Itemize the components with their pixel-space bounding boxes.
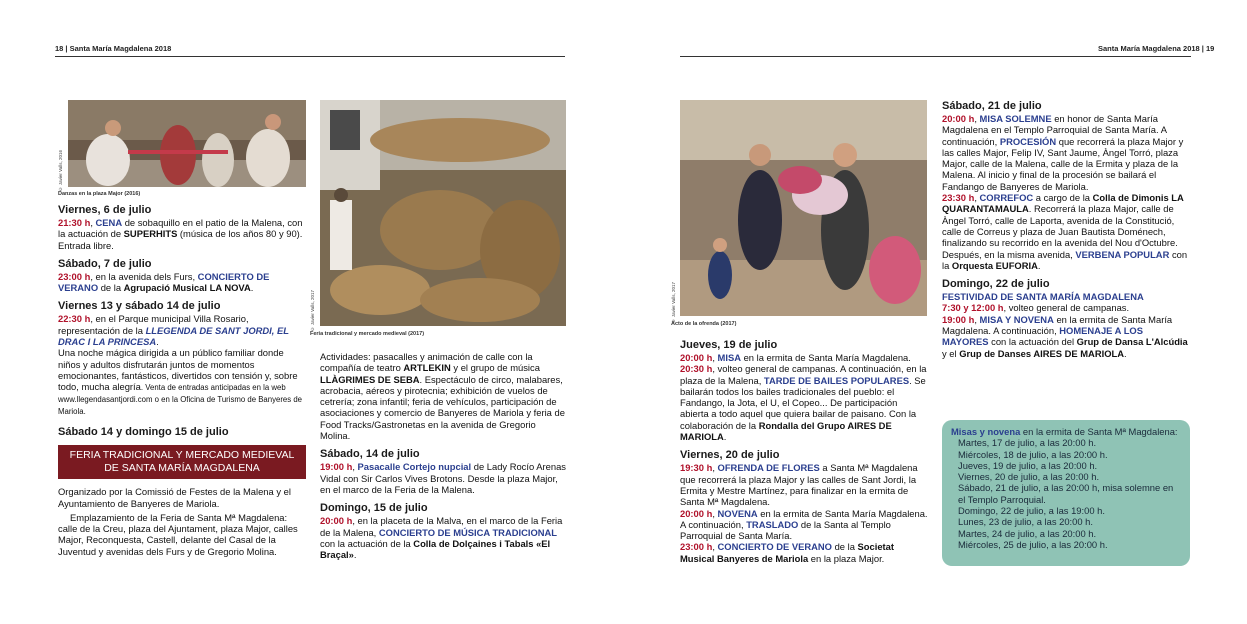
event-time: 19:30 h [680,462,713,474]
event-paragraph: 7:30 y 12:00 h, volteo general de campanas. [942,302,1130,314]
mass-item: Miércoles, 18 de julio, a las 20:00 h. [958,448,1108,460]
event-title: MISA Y NOVENA [979,313,1054,325]
event-title: MISA [717,352,741,363]
day-heading: Sábado, 14 de julio [320,448,420,461]
mass-item: Viernes, 20 de julio, a las 20:00 h. [958,471,1100,483]
event-paragraph: 23:30 h, CORREFOC a cargo de la Colla de Dimonis LA QUARANTAMAULA. Recorrerá la plaza Major, calle de Àngel Torró, calle de Laporta, avenida de la Constitució, calle de Correus y plaza de Juan Bautista Doménech, finalizando su recorrido en la avenida del Nou d'Octubre. Después, en la misma avenida, VERBENA POPULAR con la Orquesta EUFORIA. [942,192,1188,271]
event-title: CONCIERTO DE VERANO [717,541,832,553]
masses-box [942,420,1190,566]
event-title: LLEGENDA DE SANT JORDI, EL DRAC I LA PRINCESA [58,324,289,348]
event-paragraph: 19:00 h, Pasacalle Cortejo nupcial de Lady Rocío Arenas Vidal con Sir Carlos Vives Brotons. Desde la plaza Major, en el marco de la Feria de la Malena. [320,461,566,495]
event-time: 20:30 h [680,363,713,375]
right-header-rule [680,56,1191,57]
location-text: Emplazamiento de la Feria de Santa Mª Magdalena: calle de la Creu, plaza del Ajuntament, plaza Major, calles Major, Reconquesta, Castell, delante del Casal de la Juventud y avenidas dels Furs y de Gregorio Molina. [58,511,298,557]
right-column-1 [680,339,928,564]
festivity-title: FESTIVIDAD DE SANTA MARÍA MAGDALENA [942,291,1144,303]
right-page-header: Santa María Magdalena 2018 | 19 [1098,44,1215,53]
fair-banner: FERIA TRADICIONAL Y MERCADO MEDIEVAL DE SANTA MARÍA MAGDALENA [58,445,306,479]
mass-item: Martes, 17 de julio, a las 20:00 h. [958,437,1097,449]
event-time: 20:00 h [680,352,713,363]
dance-photo-credit: © Javier Valls, 2016 [58,150,63,192]
market-photo-credit: © Javier Valls, 2017 [310,290,315,332]
masses-list [951,437,1181,550]
event-title: CENA [95,217,123,228]
event-time: 21:30 h [58,217,91,228]
day-heading: Domingo, 22 de julio [942,278,1050,291]
market-photo [320,100,566,326]
event-time: 19:00 h [942,313,975,325]
event-title: Pasacalle Cortejo nupcial [357,461,472,473]
mass-item: Miércoles, 25 de julio, a las 20:00 h. [958,538,1108,550]
event-paragraph: 22:30 h, en el Parque municipal Villa Rosario, representación de la LLEGENDA DE SANT JORDI, EL DRAC I LA PRINCESA. [58,313,289,348]
mass-item: Jueves, 19 de julio, a las 20:00 h. [958,459,1098,471]
left-column-2 [320,351,566,560]
day-heading: Sábado 14 y domingo 15 de julio [58,426,229,439]
band-name: Colla de Dolçaines i Tabals «El Braçal» [320,537,551,561]
day-heading: Viernes 13 y sábado 14 de julio [58,300,221,313]
event-paragraph: 20:00 h, NOVENA en la ermita de Santa María Magdalena. A continuación, TRASLADO de la Santa al Templo Parroquial de Santa María. [680,507,928,542]
event-time: 22:30 h [58,313,91,325]
offering-photo-caption: Acto de la ofrenda (2017) [671,321,737,327]
event-paragraph: 20:30 h, volteo general de campanas. A continuación, en la plaza de la Malena, TARDE DE BAILES POPULARES. Se bailarán todos los bailes tradicionales del pueblo: el Fandango, la Jota, el U, el Copeo... De participación abierta a todo aquel que quiera bailar de paisano. Con la colaboración de la Rondalla del Grupo AIRES DE MARIOLA. [680,363,927,443]
day-heading: Jueves, 19 de julio [680,339,778,351]
event-title: VERBENA POPULAR [1075,248,1170,260]
event-time: 7:30 y 12:00 h [942,302,1004,314]
band-name: Agrupació Musical LA NOVA [123,282,251,294]
event-paragraph: 20:00 h, MISA en la ermita de Santa María Magdalena. [680,352,911,363]
offering-photo-credit: © Javier Valls, 2017 [671,282,676,324]
band-name: Orquesta EUFORIA [951,259,1038,271]
event-paragraph: 20:00 h, en la placeta de la Malva, en el marco de la Feria de la Malena, CONCIERTO DE MÚSICA TRADICIONAL con la actuación de la Colla de Dolçaines i Tabals «El Braçal». [320,515,563,561]
mass-item: Lunes, 23 de julio, a las 20:00 h. [958,516,1093,528]
group-name: LLÀGRIMES DE SEBA [320,373,420,385]
band-name: Rondalla del Grupo AIRES DE MARIOLA [680,419,892,443]
event-title: CONCIERTO DE MÚSICA TRADICIONAL [378,526,558,538]
event-paragraph: 21:30 h, CENA de sobaquillo en el patio de la Malena, con la actuación de SUPERHITS (música de los años 80 y 90). Entrada libre. [58,217,303,251]
day-heading: Viernes, 6 de julio [58,204,152,216]
organizer-text: Organizado por la Comissió de Festes de la Malena y el Ayuntamiento de Banyeres de Mariola. [58,486,291,509]
masses-box-title: Misas y novena en la ermita de Santa Mª Magdalena: [951,426,1178,437]
band-name: Grup de Danses AIRES DE MARIOLA [959,347,1124,359]
event-title: TARDE DE BAILES POPULARES [763,374,910,386]
left-header-rule [55,56,565,57]
event-title: CONCIERTO DE VERANO [58,270,270,294]
day-heading: Sábado, 21 de julio [942,100,1042,112]
event-paragraph: 19:00 h, MISA Y NOVENA en la ermita de Santa María Magdalena. A continuación, HOMENAJE A LOS MAYORES con la actuación del Grup de Dansa L'Alcúdia y el Grup de Danses AIRES DE MARIOLA. [942,313,1188,359]
event-description: Una noche mágica dirigida a un público familiar donde niños y adultos disfrutarán juntos de momentos emocionantes, fantásticos, divertidos con tensión y, sobre todo, mucha alegría. Venta de entradas anticipadas en la web www.llegendasantjordi.com o en la Oficina de Turismo de Banyeres de Mariola. [58,347,302,417]
dance-photo-caption: Danzas en la plaza Major (2016) [58,191,141,197]
band-name: Grup de Dansa L'Alcúdia [1076,336,1188,348]
band-name: Colla de Dimonis LA QUARANTAMAULA [942,192,1184,215]
day-heading: Viernes, 20 de julio [680,449,780,462]
right-column-2 [942,100,1192,359]
event-title: PROCESIÓN [999,135,1057,147]
event-time: 20:00 h [680,507,713,519]
band-name: SUPERHITS [123,228,178,240]
left-column-1 [58,204,306,557]
event-paragraph: 23:00 h, CONCIERTO DE VERANO de la Societat Musical Banyeres de Mariola en la plaza Major. [680,541,894,564]
event-title: MISA SOLEMNE [979,113,1052,124]
event-time: 23:00 h [58,270,91,282]
mass-item: Martes, 24 de julio, a las 20:00 h. [958,527,1097,539]
event-title: OFRENDA DE FLORES [717,462,820,474]
event-title: TRASLADO [746,518,799,530]
band-name: Societat Musical Banyeres de Mariola [680,541,894,564]
event-paragraph: 20:00 h, MISA SOLEMNE en honor de Santa María Magdalena en el Templo Parroquial de Santa María. A continuación, PROCESIÓN que recorrerá la plaza Major y las calles Major, Felip IV, Sant Jaume, Àngel Torró, plaza Major, calle de la Malena, calle de la Ermita y plaza de la Malena. Al inicio y final de la procesión se bailará el Fandango de Banyeres de Mariola. [942,113,1184,192]
event-time: 20:00 h [942,113,975,124]
company-name: ARTLEKIN [403,362,451,374]
event-time: 19:00 h [320,461,353,473]
day-heading: Sábado, 7 de julio [58,257,152,270]
activities-paragraph: Actividades: pasacalles y animación de calle con la compañía de teatro ARTLEKIN y el grupo de música LLÀGRIMES DE SEBA. Espectáculo de circo, malabares, acrobacia, aéreos y pirotecnia; exhibición de vuelos de cetrería; zona infantil; feria de vehículos, participación de asociaciones y comercio de Banyeres de Mariola y feria de Food Tracks/Gastronetas en la avenida de Gregorio Molina. [320,351,565,442]
ticket-info: . Venta de entradas anticipadas en la web www.llegendasantjordi.com o en la Oficina de Turismo de Banyeres de Mariola. [58,383,302,417]
event-paragraph: 23:00 h, en la avenida dels Furs, CONCIERTO DE VERANO de la Agrupació Musical LA NOVA. [58,270,270,294]
dance-photo [68,100,306,187]
market-photo-caption: Feria tradicional y mercado medieval (2017) [310,331,425,337]
left-page-header: 18 | Santa María Magdalena 2018 [55,44,172,53]
event-title: NOVENA [717,507,758,519]
mass-item: Sábado, 21 de julio, a las 20:00 h, misa solemne en el Templo Parroquial. [958,482,1174,505]
offering-photo [680,100,927,316]
event-time: 23:00 h [680,541,713,553]
day-heading: Domingo, 15 de julio [320,502,428,515]
event-title: CORREFOC [979,192,1034,204]
event-paragraph: 19:30 h, OFRENDA DE FLORES a Santa Mª Magdalena que recorrerá la plaza Major y las calles de Sant Jordi, la Ermita y Mestre Martínez, para finalizar en la ermita de Santa Mª Magdalena. [680,462,918,508]
event-title: HOMENAJE A LOS MAYORES [942,325,1143,348]
mass-item: Domingo, 22 de julio, a las 19:00 h. [958,505,1105,517]
event-time: 23:30 h [942,192,975,204]
event-time: 20:00 h [320,515,353,527]
